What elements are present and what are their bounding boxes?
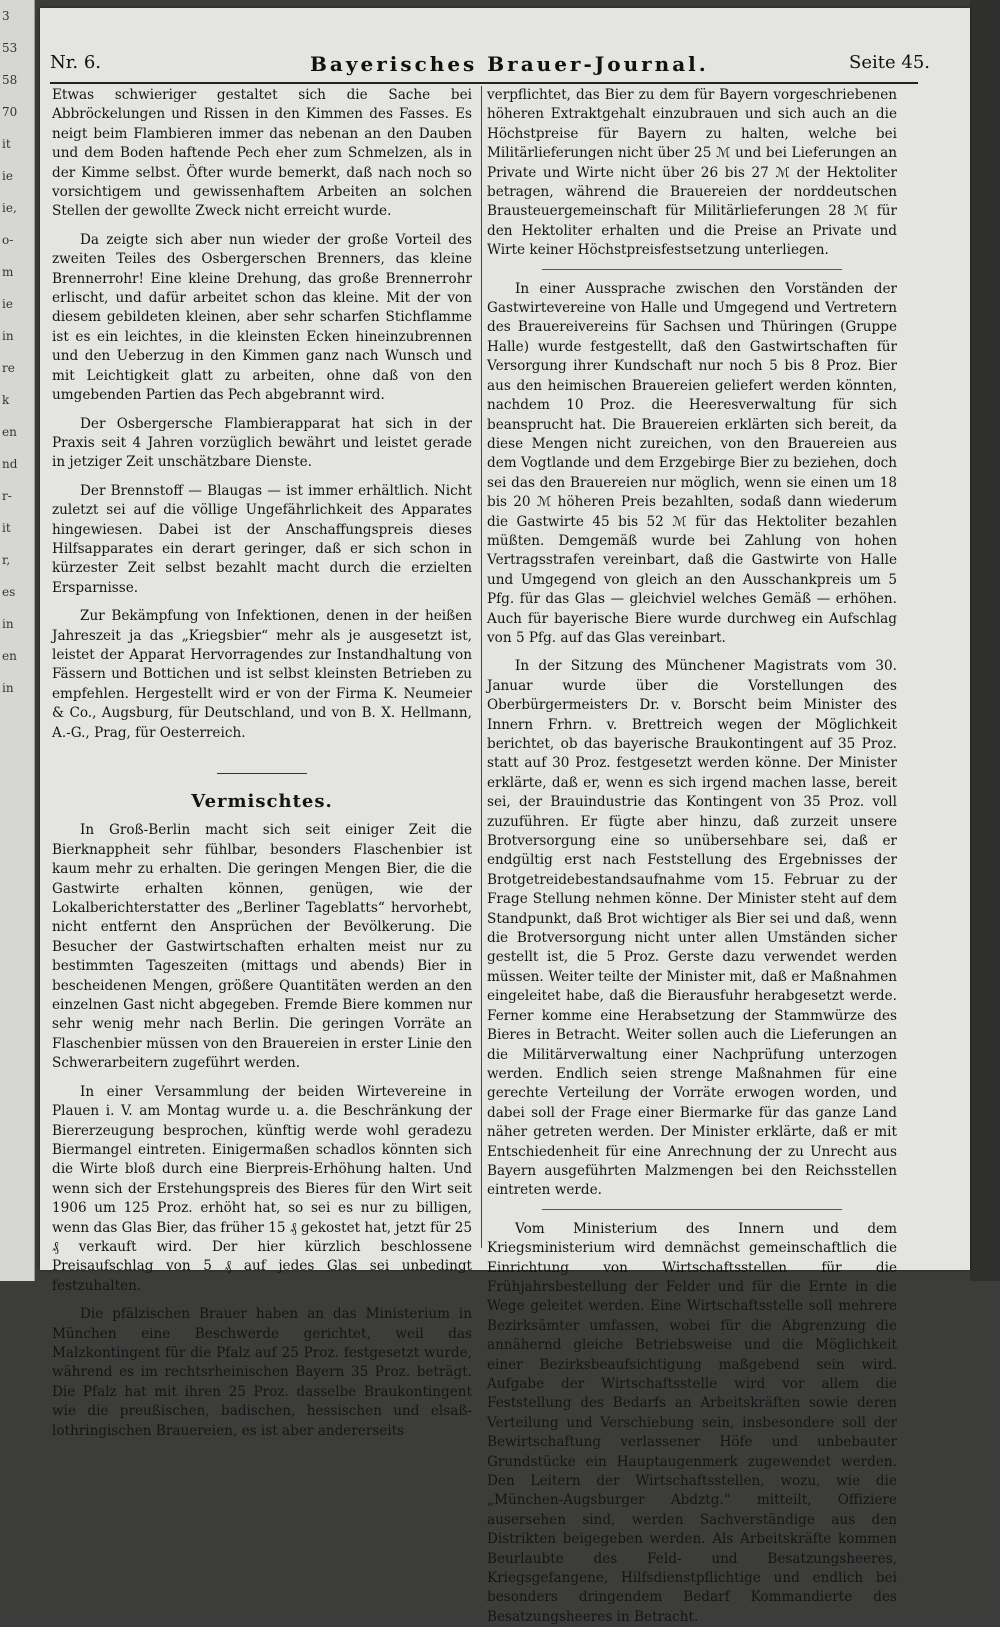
column-divider [481,86,482,1248]
margin-fragment: m [2,265,14,279]
item-separator [542,1209,842,1210]
margin-fragment: r, [2,553,11,567]
margin-fragment: en [2,425,17,439]
margin-fragment: o- [2,233,14,247]
margin-fragment: r- [2,489,12,503]
article-paragraph: Da zeigte sich aber nun wieder der große Vorteil des zweiten Teiles des Osbergerschen Brenners, das kleine Brennerrohr! Eine kleine Drehung, das große Brennerrohr erlischt, und dafür arbeitet schon das kleine. Mit der von diesem gebildeten kleinen, aber sehr scharfen Stichflamme ist es ein leichtes, in die kleinsten Ecken hineinzubrennen und den Ueberzug in den Kimmen ganz nach Wunsch und mit Leichtigkeit glatt zu arbeiten, ohne daß von den umgebenden Partien das Pech abgebrannt wird. [52,231,472,404]
margin-fragment: in [2,681,14,695]
item-separator [542,269,842,270]
margin-fragment: ie, [2,201,17,215]
article-paragraph: Der Brennstoff — Blaugas — ist immer erhältlich. Nicht zuletzt sei auf die völlige Ungefährlichkeit des Apparates hingewiesen. Dabei ist der Anschaffungspreis dieses Hilfsapparates ein derart geringer, daß er sich schon in kürzester Zeit selbst bezahlt macht durch die erzielten Ersparnisse. [52,482,472,596]
header-rule [50,82,918,84]
news-item: Die pfälzischen Brauer haben an das Ministerium in München eine Beschwerde gerichtet, weil das Malzkontingent für die Pfalz auf 25 Proz. festgesetzt wurde, während es im rechtsrheinischen Bayern 35 Proz. beträgt. Die Pfalz hat mit ihren 25 Proz. dasselbe Braukontingent wie die preußischen, badischen, hessischen und elsaß-lothringischen Brauereien, es ist aber andererseits [52,1306,472,1439]
article-paragraph: Etwas schwieriger gestaltet sich die Sache bei Abbröckelungen und Rissen in den Kimmen des Fasses. Es neigt beim Flambieren immer das nebenan an den Dauben und dem Boden haftende Pech eher zum Schmelzen, als in der Kimme selbst. Öfter wurde bemerkt, daß nach noch so vorsichtigem und gewissenhaftem Arbeiten an solchen Stellen der gewollte Zweck nicht erreicht wurde. [52,87,472,220]
news-item: In einer Versammlung der beiden Wirtevereine in Plauen i. V. am Montag wurde u. a. die Beschränkung der Biererzeugung besprochen, künftig werde wohl geradezu Biermangel eintreten. Einigermaßen schadlos könnten sich die Wirte bloß durch eine Bierpreis-Erhöhung halten. Und wenn sich der Erstehungspreis des Bieres für den Wirt seit 1906 um 125 Proz. erhöht hat, so sei es nur zu billigen, wenn das Glas Bier, das früher 15 ₰ gekostet hat, jetzt für 25 ₰ verkauft wird. Der hier kürzlich beschlossene Preisaufschlag von 5 ₰ auf jedes Glas sei unbedingt festzuhalten. [52,1083,472,1294]
news-item: In der Sitzung des Münchener Magistrats vom 30. Januar wurde über die Vorstellungen des Oberbürgermeisters Dr. v. Borscht beim Minister des Innern Frhrn. v. Brettreich wegen der Möglichkeit berichtet, ob das bayerische Braukontingent auf 35 Proz. statt auf 30 Proz. festgesetzt werden könne. Der Minister erklärte, daß er, wenn es sich irgend machen lasse, bereit sei, der Brauindustrie das Kontingent von 35 Proz. voll zuzuführen. Er fügte aber hinzu, daß zurzeit unsere Brotversorgung eine so unübersehbare sei, daß er endgültig erst nach Feststellung des Ergebnisses der Brotgetreidebestandsaufnahme vom 15. Februar zu der Frage Stellung nehmen könne. Der Minister steht auf dem Standpunkt, daß Brot wichtiger als Bier sei und daß, wenn die Brotversorgung nicht unter allen Umständen sicher gestellt ist, die 5 Proz. Gerste dazu verwendet werden müssen. Weiter teilte der Minister mit, daß er Maßnahmen eingeleitet habe, daß die Bierausfuhr herabgesetzt werde. Ferner komme eine Herabsetzung der Stammwürze des Bieres in Betracht. Weiter sollen auch die Lieferungen an die Militärverwaltung einer Nachprüfung unterzogen werden. Endlich seien strenge Maßnahmen für eine gerechte Verteilung der Vorräte erwogen worden, und dabei soll der Frage einer Biermarke für das ganze Land näher getreten werden. Der Minister erklärte, daß er mit Entschiedenheit für eine Anrechnung der zu Unrecht aus Bayern ausgeführten Malzmengen bei den Reichsstellen eintreten werde. [487,658,897,1199]
journal-title: Bayerisches Brauer-Journal. [310,52,709,76]
margin-fragment: re [2,361,15,375]
scan-background-right [970,0,1000,1281]
section-title: Vermischtes. [191,791,333,812]
news-item: verpflichtet, das Bier zu dem für Bayern vorgeschriebenen höheren Extraktgehalt einzubrauen und sich auch an die Höchstpreise für Bayern zu halten, welche bei Militärlieferungen nicht über 25 ℳ und bei Lieferungen an Private und Wirte nicht über 26 bis 27 ℳ der Hektoliter betragen, während die Brauereien der norddeutschen Brausteuergemeinschaft für Militärlieferungen 28 ℳ für den Hektoliter erhalten und die Preise an Private und Wirte keiner Höchstpreisfestsetzung unterliegen. [487,87,897,259]
margin-fragment: ie [2,169,13,183]
article-paragraph: Zur Bekämpfung von Infektionen, denen in der heißen Jahreszeit ja das „Kriegsbier“ mehr als je ausgesetzt ist, leistet der Apparat Hervorragendes zur Instandhaltung von Fässern und Bottichen und ist selbst kleinsten Betrieben zu empfehlen. Hergestellt wird er von der Firma K. Neumeier & Co., Augsburg, für Deutschland, und von B. X. Hellmann, A.-G., Prag, für Oesterreich. [52,608,472,741]
adjacent-page-edge [0,0,35,1281]
article-paragraph: Der Osbergersche Flambierapparat hat sich in der Praxis seit 4 Jahren vorzüglich bewährt und leistet gerade in jetziger Zeit unschätzbare Dienste. [52,415,472,471]
margin-fragment: 53 [2,41,18,55]
section-separator [217,773,307,774]
margin-fragment: 58 [2,73,18,87]
margin-fragment: in [2,329,14,343]
issue-number: Nr. 6. [50,52,101,73]
news-item: In einer Aussprache zwischen den Vorständen der Gastwirtevereine von Halle und Umgegend und Vertretern des Brauereivereins für Sachsen und Thüringen (Gruppe Halle) wurde festgestellt, daß den Gastwirtschaften für Versorgung ihrer Kundschaft nur noch 5 bis 8 Proz. Bier aus den heimischen Brauereien geliefert werden könnten, nachdem 10 Proz. die Heeresverwaltung für sich beansprucht hat. Die Brauereien erklärten sich bereit, da diese Mengen nicht zureichen, von den Brauereien aus dem Vogtlande und dem Erzgebirge Bier zu beziehen, doch sei das den Brauereien nur möglich, wenn sie einen um 18 bis 20 ℳ höheren Preis bezahlten, sodaß dann wiederum die Gastwirte 45 bis 52 ℳ für das Hektoliter bezahlen müßten. Demgemäß wurde bei Zahlung von hohen Vertragsstrafen vereinbart, daß die Gastwirte von Halle und Umgegend von gleich an den Ausschankpreis um 5 Pfg. für das Glas — gleichviel welches Gemäß — erhöhen. Auch für bayerische Biere wurde durchweg ein Aufschlag von 5 Pfg. auf das Glas vereinbart. [487,280,897,646]
page-number: Seite 45. [849,52,930,73]
news-item: In Groß-Berlin macht sich seit einiger Zeit die Bierknappheit sehr fühlbar, besonders Flaschenbier ist kaum mehr zu erhalten. Die geringen Mengen Bier, die die Gastwirte erhalten können, genügen, wie der Lokalberichterstatter des „Berliner Tageblatts“ hervorhebt, nicht entfernt den Ansprüchen der Bevölkerung. Die Besucher der Gastwirtschaften erhalten meist nur zu bestimmten Tageszeiten (mittags und abends) Bier in bescheidenen Mengen, größere Quantitäten werden an den einzelnen Gast nicht abgegeben. Fremde Biere kommen nur sehr wenig mehr nach Berlin. Die geringen Vorräte an Flaschenbier müssen von den Brauereien in erster Linie den Schwerarbeitern zugeführt werden. [52,822,472,1072]
page-header [50,52,930,78]
margin-fragment: 3 [2,9,10,23]
news-item: Vom Ministerium des Innern und dem Kriegsministerium wird demnächst gemeinschaftlich die Einrichtung von Wirtschaftsstellen für die Frühjahrsbestellung der Felder und für die Ernte in die Wege geleitet werden. Eine Wirtschaftsstelle soll mehrere Bezirksämter umfassen, wobei für die Abgrenzung die annähernd gleiche Betriebsweise und die Möglichkeit einer Bezirksbeaufsichtigung maßgebend sein wird. Aufgabe der Wirtschaftsstelle wird vor allem die Feststellung des Bedarfs an Arbeitskräften sowie deren Verteilung und Verschiebung sein, insbesondere soll der Bewirtschaftung verlassener Höfe und unbebauter Grundstücke ein Hauptaugenmerk zugewendet werden. Den Leitern der Wirtschaftsstellen, wozu, wie die „München-Augsburger Abdztg.“ mitteilt, Offiziere ausersehen sind, werden Sachverständige aus den Distrikten beigegeben werden. Als Arbeitskräfte kommen Beurlaubte des Feld- und Besatzungsheeres, Kriegsgefangene, Hilfsdienstpflichtige und endlich bei besonders dringendem Bedarf Kommandierte des Besatzungsheeres in Betracht. [487,1220,897,1625]
margin-fragment: k [2,393,10,407]
margin-fragment: in [2,617,14,631]
margin-fragment: ie [2,297,13,311]
margin-fragment: it [2,521,11,535]
right-column [487,86,897,1627]
margin-fragment: en [2,649,17,663]
margin-fragment: it [2,137,11,151]
left-column [52,86,472,1441]
margin-fragment: es [2,585,16,599]
margin-fragment: 70 [2,105,18,119]
margin-fragment: nd [2,457,18,471]
